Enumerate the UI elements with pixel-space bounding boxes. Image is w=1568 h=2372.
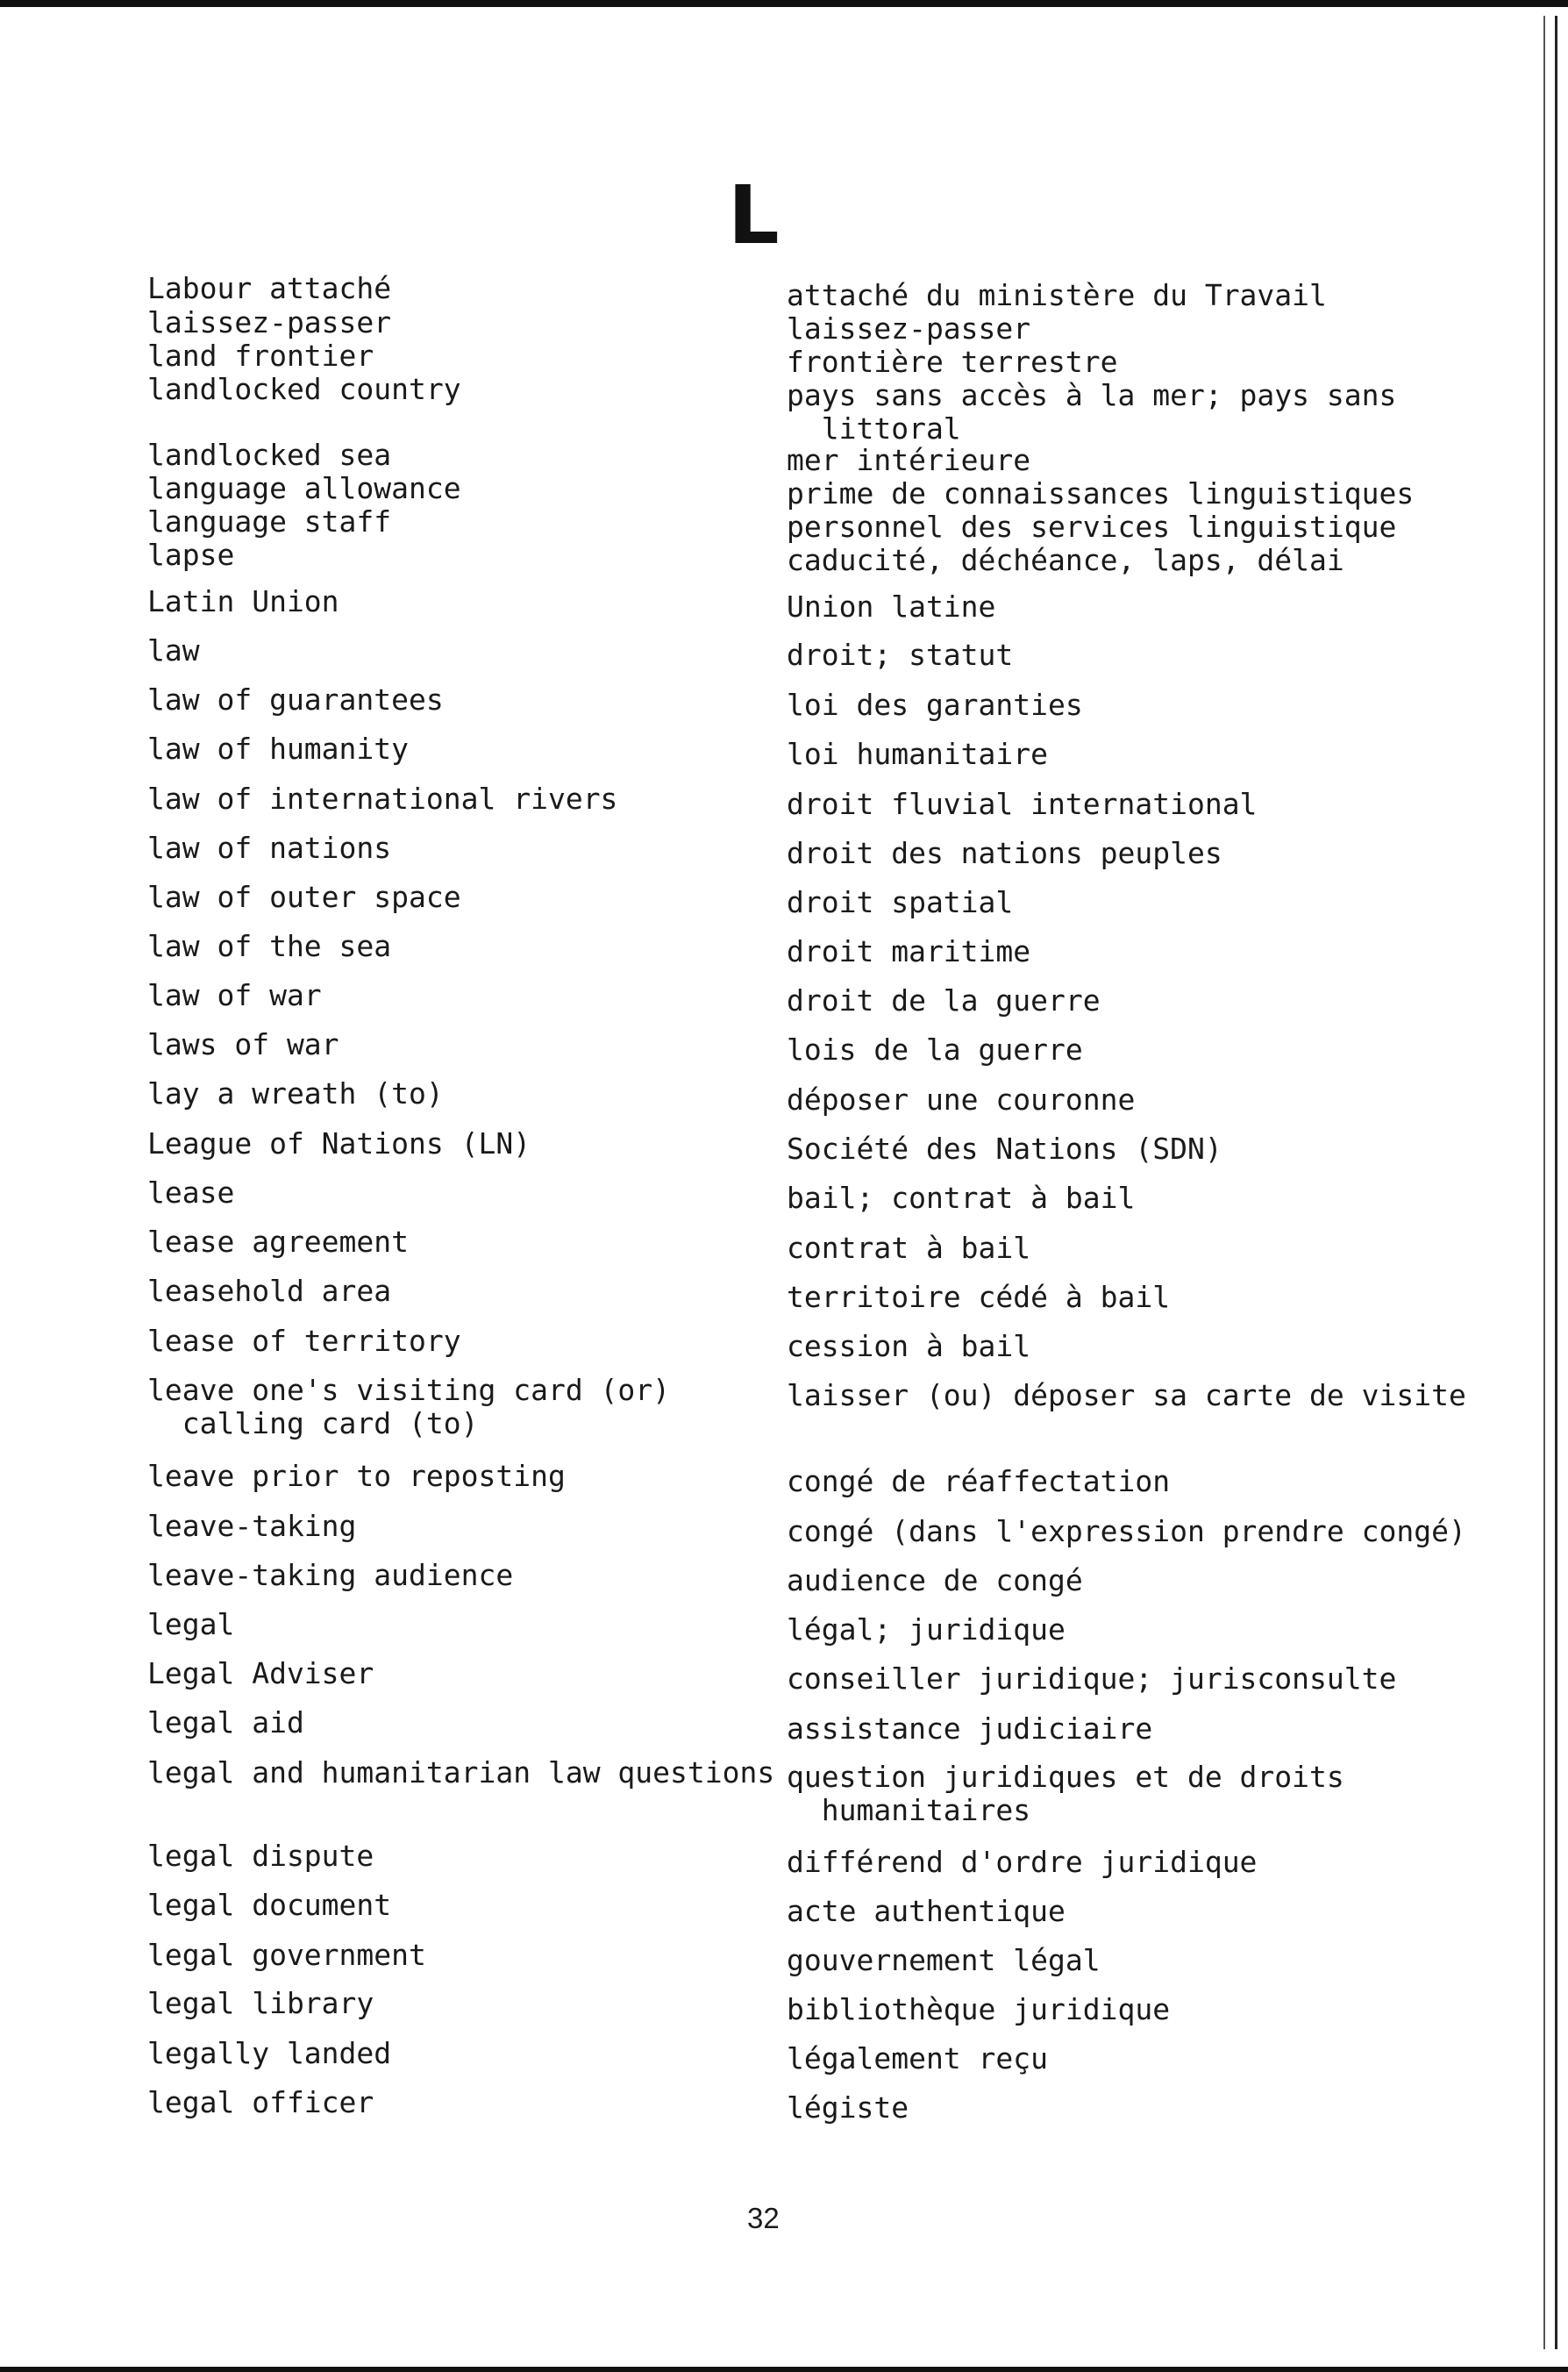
entry-english-term: Legal Adviser bbox=[147, 1656, 374, 1690]
entry-english-term: legal dispute bbox=[147, 1839, 374, 1873]
entry-english-term: Latin Union bbox=[147, 584, 339, 618]
entry-french-term: acte authentique bbox=[787, 1894, 1066, 1928]
entry-french-term: question juridiques et de droits humanitaires bbox=[787, 1760, 1344, 1827]
entry-english-term: Labour attaché bbox=[147, 271, 392, 305]
entry-french-term: déposer une couronne bbox=[787, 1082, 1136, 1117]
entry-french-term: droit de la guerre bbox=[787, 983, 1101, 1018]
entry-english-term: laws of war bbox=[147, 1027, 339, 1061]
page-number: 32 bbox=[747, 2202, 780, 2234]
entry-english-term: law of outer space bbox=[147, 880, 461, 914]
entry-french-term: droit fluvial international bbox=[787, 787, 1258, 821]
entry-english-term: leave prior to reposting bbox=[147, 1459, 566, 1493]
entry-french-term: cession à bail bbox=[787, 1329, 1031, 1363]
entry-french-term: loi humanitaire bbox=[787, 737, 1049, 771]
entry-english-term: law of humanity bbox=[147, 732, 410, 766]
entry-english-term: leasehold area bbox=[147, 1274, 392, 1308]
entry-french-term: territoire cédé à bail bbox=[787, 1280, 1171, 1314]
entry-french-term: audience de congé bbox=[787, 1563, 1083, 1597]
entry-french-term: assistance judiciaire bbox=[787, 1711, 1153, 1746]
entry-english-term: leave-taking bbox=[147, 1509, 357, 1543]
entry-english-term: landlocked country bbox=[147, 372, 461, 406]
entry-french-term: légalement reçu bbox=[787, 2041, 1049, 2076]
entry-english-term: legal and humanitarian law questions bbox=[147, 1755, 775, 1790]
entry-french-term: congé de réaffectation bbox=[787, 1464, 1171, 1498]
entry-french-term: prime de connaissances linguistiques bbox=[787, 476, 1415, 511]
entry-french-term: droit spatial bbox=[787, 885, 1014, 919]
entry-french-term: frontière terrestre bbox=[787, 345, 1118, 379]
entry-english-term: lease agreement bbox=[147, 1225, 410, 1259]
entry-french-term: Union latine bbox=[787, 589, 996, 624]
entry-french-term: gouvernement légal bbox=[787, 1943, 1101, 1977]
entry-french-term: mer intérieure bbox=[787, 443, 1031, 477]
entry-english-term: League of Nations (LN) bbox=[147, 1126, 531, 1161]
entry-english-term: leave one's visiting card (or) calling card (to) bbox=[147, 1373, 671, 1440]
entry-french-term: contrat à bail bbox=[787, 1231, 1031, 1265]
entry-english-term: lapse bbox=[147, 538, 235, 572]
section-letter-heading: L bbox=[728, 168, 780, 262]
entry-french-term: légal; juridique bbox=[787, 1612, 1066, 1647]
entry-english-term: landlocked sea bbox=[147, 438, 392, 472]
entry-french-term: attaché du ministère du Travail bbox=[787, 278, 1327, 312]
entry-french-term: différend d'ordre juridique bbox=[787, 1845, 1258, 1879]
entry-french-term: laissez-passer bbox=[787, 311, 1031, 346]
entry-french-term: personnel des services linguistique bbox=[787, 510, 1397, 544]
entry-english-term: legally landed bbox=[147, 2036, 392, 2070]
entry-french-term: lois de la guerre bbox=[787, 1032, 1083, 1067]
entry-french-term: Société des Nations (SDN) bbox=[787, 1132, 1222, 1166]
entry-french-term: bibliothèque juridique bbox=[787, 1992, 1171, 2026]
entry-english-term: law of the sea bbox=[147, 929, 392, 963]
entry-french-term: loi des garanties bbox=[787, 688, 1083, 722]
entry-english-term: lease bbox=[147, 1175, 235, 1210]
entry-english-term: legal library bbox=[147, 1986, 374, 2020]
entry-french-term: légiste bbox=[787, 2090, 909, 2125]
entry-english-term: legal officer bbox=[147, 2085, 374, 2119]
entry-english-term: legal bbox=[147, 1607, 235, 1641]
entry-french-term: droit maritime bbox=[787, 934, 1031, 968]
entry-english-term: law of nations bbox=[147, 831, 392, 865]
entry-english-term: language allowance bbox=[147, 471, 461, 505]
entry-english-term: law of international rivers bbox=[147, 782, 618, 816]
entry-english-term: law of war bbox=[147, 978, 322, 1012]
entry-english-term: land frontier bbox=[147, 339, 374, 373]
entry-french-term: droit; statut bbox=[787, 638, 1014, 672]
entry-english-term: lease of territory bbox=[147, 1324, 461, 1358]
entry-english-term: legal aid bbox=[147, 1705, 304, 1740]
entry-english-term: legal document bbox=[147, 1888, 392, 1922]
entry-english-term: law of guarantees bbox=[147, 682, 444, 717]
entry-english-term: language staff bbox=[147, 504, 392, 539]
entry-english-term: leave-taking audience bbox=[147, 1558, 514, 1592]
entry-french-term: conseiller juridique; jurisconsulte bbox=[787, 1661, 1397, 1696]
entry-french-term: caducité, déchéance, laps, délai bbox=[787, 543, 1344, 577]
entry-english-term: laissez-passer bbox=[147, 305, 392, 339]
entry-english-term: lay a wreath (to) bbox=[147, 1076, 444, 1111]
entry-french-term: droit des nations peuples bbox=[787, 836, 1222, 870]
entry-english-term: legal government bbox=[147, 1938, 426, 1972]
entry-french-term: congé (dans l'expression prendre congé) bbox=[787, 1514, 1466, 1548]
entry-french-term: pays sans accès à la mer; pays sans littoral bbox=[787, 378, 1397, 446]
entry-french-term: bail; contrat à bail bbox=[787, 1181, 1136, 1215]
entry-english-term: law bbox=[147, 633, 200, 668]
entry-french-term: laisser (ou) déposer sa carte de visite bbox=[787, 1378, 1466, 1412]
